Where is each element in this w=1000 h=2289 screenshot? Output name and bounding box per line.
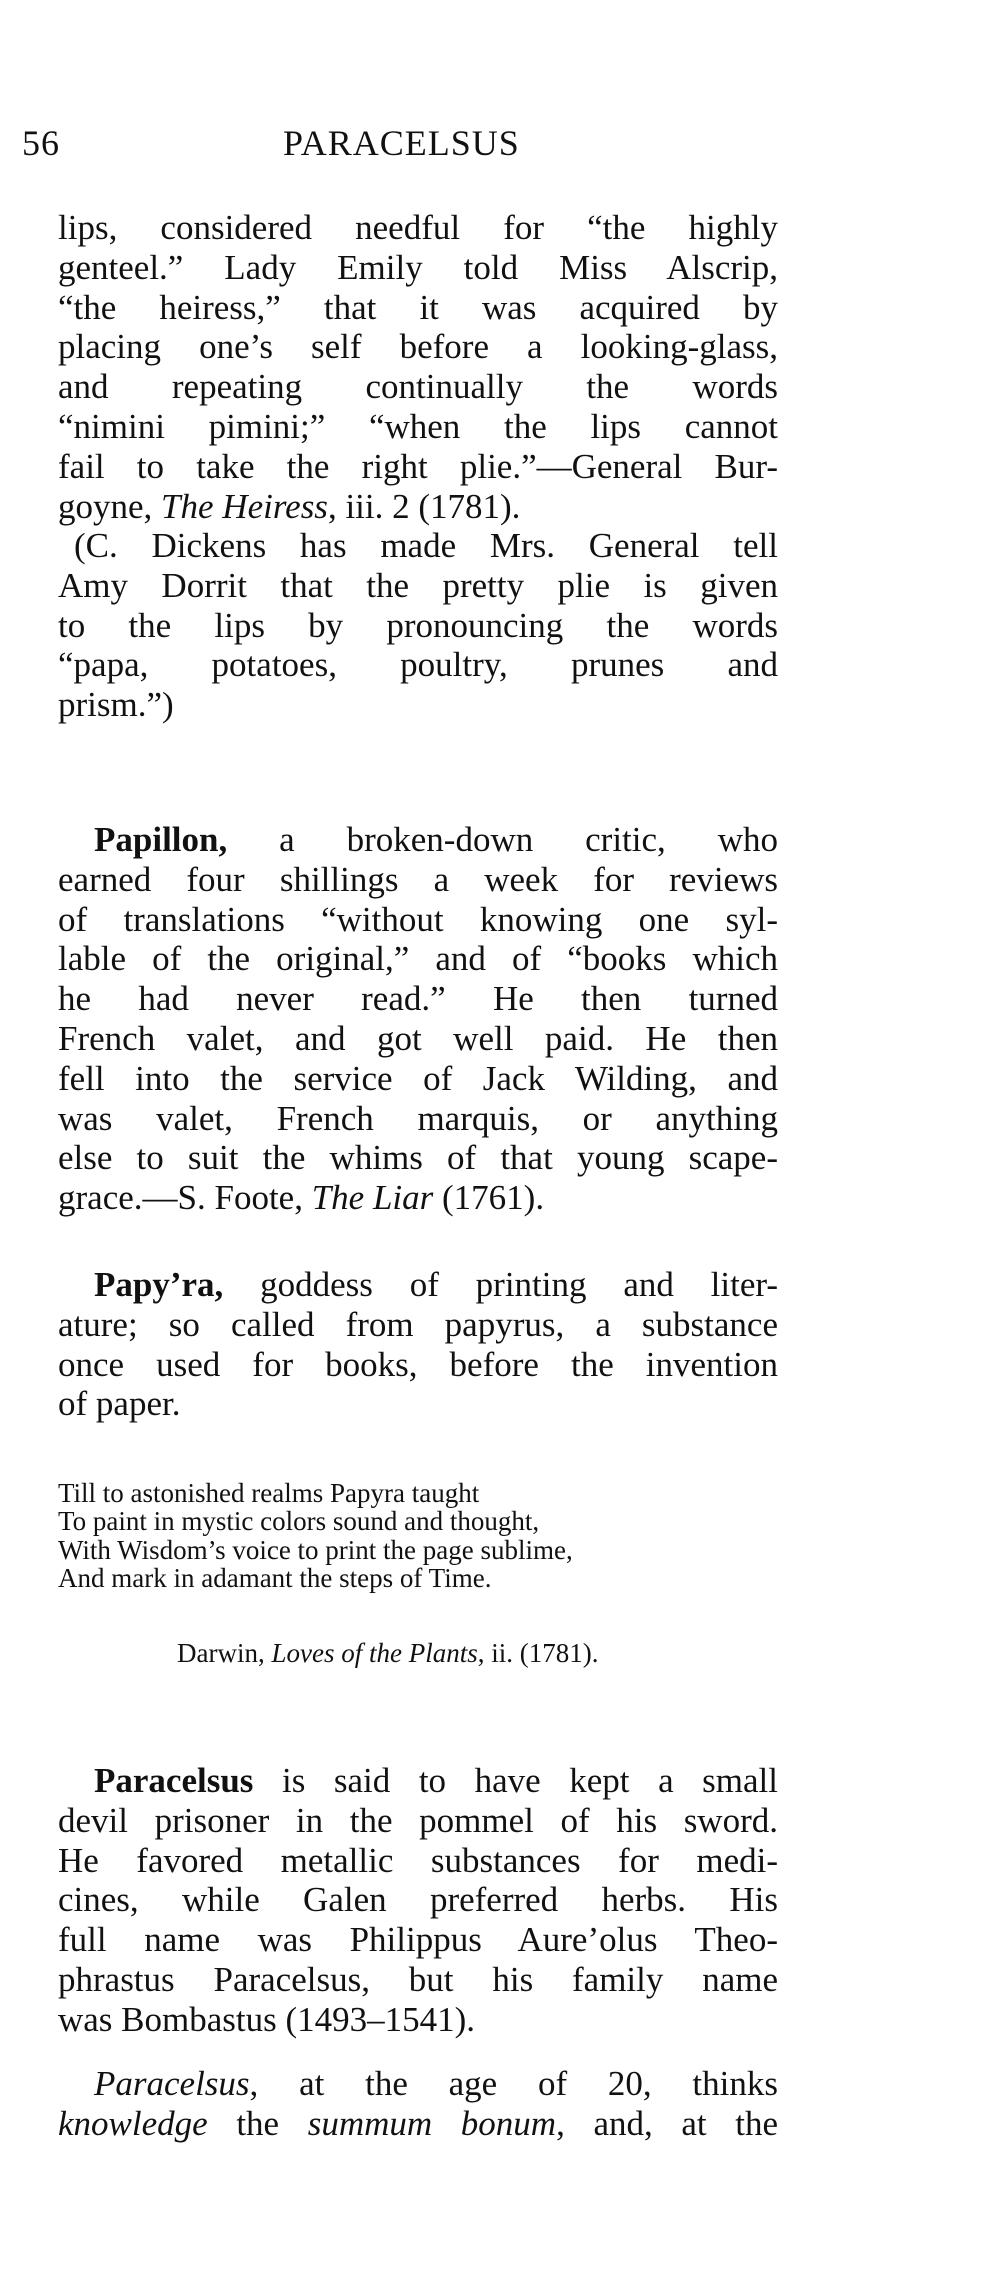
italic-title: Paracelsus [94,2064,250,2103]
text-run: grace.—S. Foote, [58,1178,312,1218]
text-line [58,407,778,447]
text-run: (C. Dickens has made Mrs. General tell [74,526,778,565]
text-run: , at the age of 20, thinks [249,2064,778,2103]
text-run: “papa, potatoes, poultry, prunes and [58,645,778,685]
text-line [58,1059,778,1099]
poem-quotation [58,1479,573,1593]
text-run: genteel.” Lady Emily told Miss Alscrip, [58,247,778,287]
text-line [58,1761,778,1801]
entry-headword: Papy’ra, [94,1265,224,1304]
text-run: prism.”) [58,685,174,725]
text-line [58,606,778,646]
running-title: PARACELSUS [283,123,520,163]
page-number: 56 [22,123,60,163]
text-run: lable of the original,” and of “books which [58,939,778,979]
poem-line: With Wisdom’s voice to print the page sublime, [58,1534,573,1565]
poem-line: Till to astonished realms Papyra taught [58,1478,480,1508]
text-line [58,2000,778,2040]
text-run: “nimini pimini;” “when the lips cannot [58,406,778,446]
entry-headword: Papillon, [94,820,228,859]
text-line [58,685,778,725]
text-run: placing one’s self before a looking-glass, [58,327,778,367]
entry-headword: Paracelsus [94,1761,254,1800]
text-run: , and, at the [556,2103,778,2143]
text-line [58,2064,778,2104]
text-line [58,487,778,527]
paragraph-dickens [58,526,778,725]
text-run: was valet, French marquis, or anything [58,1098,778,1138]
text-line [58,1178,778,1218]
text-line [58,1880,778,1920]
text-line [58,939,778,979]
text-run: , iii. 2 (1781). [327,486,521,526]
text-line [58,1801,778,1841]
text-run: French valet, and got well paid. He then [58,1018,778,1058]
text-line [58,1384,778,1424]
text-run: lips, considered needful for “the highly [58,208,778,247]
text-run: goddess of printing and liter- [223,1265,778,1304]
text-run: was Bombastus (1493–1541). [58,1999,476,2039]
entry-papillon [58,820,778,1218]
entry-papyra [58,1265,778,1424]
text-run: He favored metallic substances for medi- [58,1840,778,1880]
text-line [58,2104,778,2144]
poem-citation [177,1638,598,1669]
text-run: of translations “without knowing one syl- [58,899,778,939]
text-line [58,900,778,940]
text-run: to the lips by pronouncing the words [58,605,778,645]
text-line [58,645,778,685]
text-line [58,1305,778,1345]
text-run: , ii. (1781). [477,1638,599,1668]
text-run: full name was Philippus Aure’olus Theo- [58,1920,778,1960]
text-run: devil prisoner in the pommel of his sword. [58,1800,778,1840]
text-line [58,1099,778,1139]
text-line [58,288,778,328]
text-line [58,248,778,288]
text-line [58,1138,778,1178]
text-line [58,447,778,487]
paragraph-paracelsus-poem [58,2064,778,2144]
text-line [58,1841,778,1881]
text-run: phrastus Paracelsus, but his family name [58,1959,778,1999]
text-line [58,367,778,407]
text-run: earned four shillings a week for reviews [58,859,778,899]
text-run: of paper. [58,1384,181,1424]
poem-line: To paint in mystic colors sound and thought, [58,1506,540,1537]
paragraph-burgoyne [58,208,778,526]
text-line [58,566,778,606]
text-run: ature; so called from papyrus, a substance [58,1304,778,1344]
text-run: else to suit the whims of that young scape- [58,1138,778,1178]
text-run: cines, while Galen preferred herbs. His [58,1880,778,1920]
text-run: is said to have kept a small [253,1761,778,1800]
text-run: fell into the service of Jack Wilding, and [58,1058,778,1098]
text-run: once used for books, before the invention [58,1344,778,1384]
text-line [58,1019,778,1059]
entry-paracelsus [58,1761,778,2040]
text-run: the [207,2103,308,2143]
text-run: Darwin, [177,1638,272,1668]
text-line [58,208,778,248]
text-run: fail to take the right plie.”—General Bur- [58,446,778,486]
italic-title: summum bonum [307,2103,557,2143]
text-run: a broken-down critic, who [227,820,778,859]
text-run: “the heiress,” that it was acquired by [58,287,778,327]
text-line [58,1920,778,1960]
text-line [58,1265,778,1305]
text-line [58,820,778,860]
text-line [58,860,778,900]
text-run: goyne, [58,486,162,526]
italic-title: knowledge [58,2103,208,2143]
text-run: and repeating continually the words [58,367,778,407]
text-run: Amy Dorrit that the pretty plie is given [58,565,778,605]
italic-title: The Liar [311,1178,434,1218]
italic-title: Loves of the Plants [271,1638,478,1668]
text-line [58,1345,778,1385]
text-line [58,1960,778,2000]
text-run: (1761). [433,1178,545,1218]
text-line [58,327,778,367]
italic-title: The Heiress [161,486,328,526]
text-run: he had never read.” He then turned [58,979,778,1019]
text-line [58,979,778,1019]
poem-line: And mark in adamant the steps of Time. [58,1563,492,1594]
text-line [58,526,778,566]
